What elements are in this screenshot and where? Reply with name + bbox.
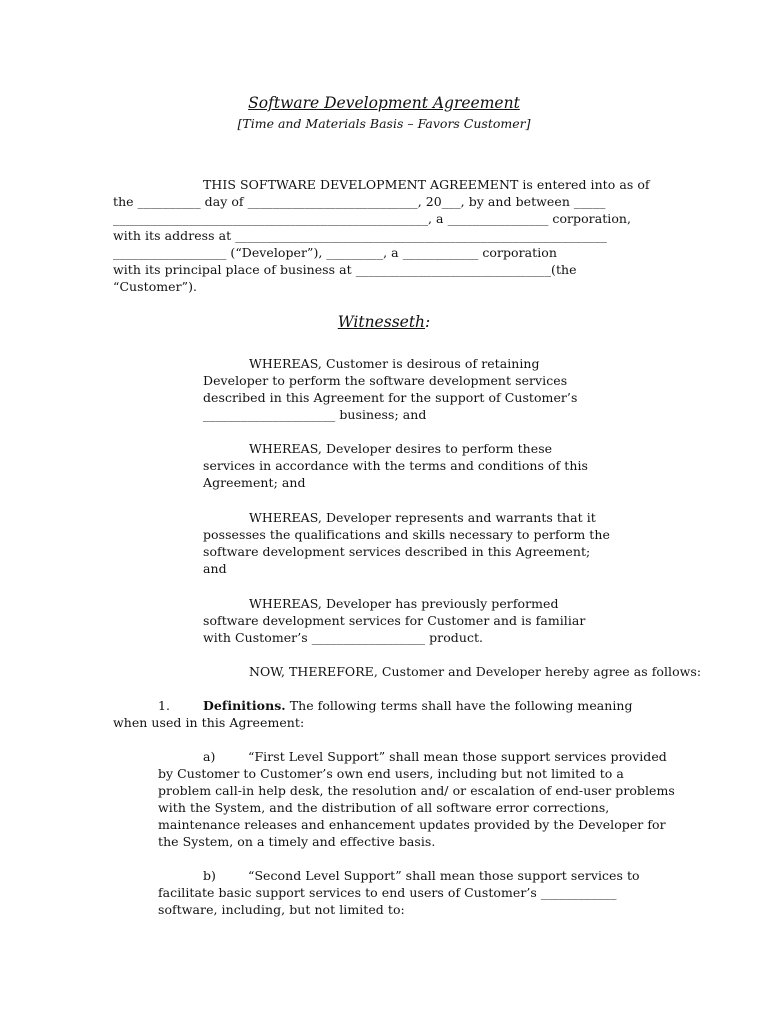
whereas-4-line-1: WHEREAS, Developer has previously performed — [249, 596, 559, 611]
now-therefore-clause: NOW, THEREFORE, Customer and Developer hereby agree as follows: — [249, 664, 702, 679]
preamble-line-3: __________________________________________________, a ________________ corporation, — [113, 211, 632, 226]
whereas-1-line-1: WHEREAS, Customer is desirous of retaining — [249, 356, 540, 371]
witnesseth-heading: Witnesseth: — [337, 313, 431, 331]
preamble-line-7: “Customer”). — [113, 279, 198, 294]
item-b-line-1: “Second Level Support” shall mean those support services to — [248, 868, 640, 883]
item-a-line-4: with the System, and the distribution of all software error corrections, — [158, 800, 610, 815]
section-1-line-1-rest: The following terms shall have the following meaning — [285, 698, 633, 713]
whereas-1-line-2: Developer to perform the software development services — [203, 373, 568, 388]
item-b-line-3: software, including, but not limited to: — [158, 902, 405, 917]
whereas-3-line-2: possesses the qualifications and skills necessary to perform the — [203, 527, 610, 542]
section-1-heading: Definitions. — [203, 698, 286, 713]
item-a-line-6: the System, on a timely and effective basis. — [158, 834, 436, 849]
preamble-line-2: the __________ day of ___________________________, 20___, by and between _____ — [113, 194, 606, 209]
whereas-3-line-4: and — [203, 561, 227, 576]
document-subtitle: [Time and Materials Basis – Favors Customer] — [237, 116, 531, 131]
whereas-1-line-4: _____________________ business; and — [203, 407, 427, 422]
section-1-line-2: when used in this Agreement: — [113, 715, 305, 730]
document-title: Software Development Agreement — [248, 94, 520, 112]
section-1-number: 1. — [158, 698, 171, 713]
item-a-line-2: by Customer to Customer’s own end users, including but not limited to a — [158, 766, 624, 781]
preamble-line-5: __________________ (“Developer”), _________, a ____________ corporation — [113, 245, 557, 260]
item-a-line-3: problem call-in help desk, the resolution and/ or escalation of end-user problems — [158, 783, 675, 798]
item-b-label: b) — [203, 868, 216, 883]
whereas-2-line-2: services in accordance with the terms and conditions of this — [203, 458, 588, 473]
whereas-4-line-2: software development services for Customer and is familiar — [203, 613, 586, 628]
whereas-4-line-3: with Customer’s __________________ product. — [203, 630, 484, 645]
item-b-line-2: facilitate basic support services to end users of Customer’s ____________ — [158, 885, 617, 900]
preamble-line-1: THIS SOFTWARE DEVELOPMENT AGREEMENT is entered into as of — [203, 177, 650, 192]
section-1-first-line — [203, 697, 633, 714]
whereas-1-line-3: described in this Agreement for the support of Customer’s — [203, 390, 578, 405]
preamble-line-4: with its address at ___________________________________________________________ — [113, 228, 607, 243]
whereas-3-line-1: WHEREAS, Developer represents and warrants that it — [249, 510, 596, 525]
item-a-line-1: “First Level Support” shall mean those support services provided — [248, 749, 667, 764]
preamble-line-6: with its principal place of business at _______________________________(the — [113, 262, 577, 277]
whereas-3-line-3: software development services described in this Agreement; — [203, 544, 591, 559]
whereas-2-line-1: WHEREAS, Developer desires to perform these — [249, 441, 553, 456]
item-a-line-5: maintenance releases and enhancement updates provided by the Developer for — [158, 817, 666, 832]
whereas-2-line-3: Agreement; and — [203, 475, 306, 490]
item-a-label: a) — [203, 749, 216, 764]
